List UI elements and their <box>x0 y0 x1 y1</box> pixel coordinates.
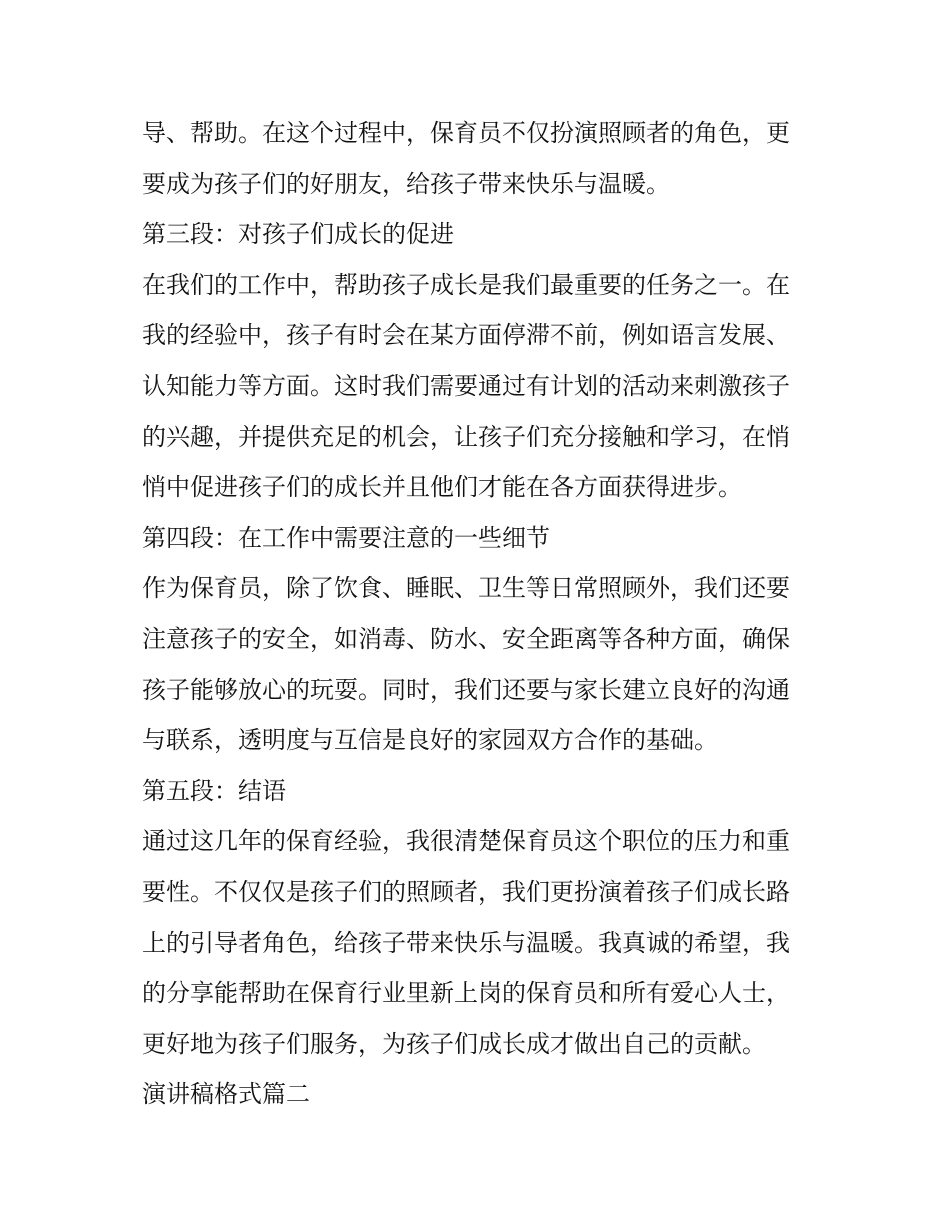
document-body <box>142 108 812 1120</box>
section-heading-4: 第四段：在工作中需要注意的一些细节 <box>142 523 550 552</box>
paragraph-line: 更好地为孩子们服务，为孩子们成长成才做出自己的贡献。 <box>142 1029 766 1058</box>
paragraph-line: 悄中促进孩子们的成长并且他们才能在各方面获得进步。 <box>142 473 742 502</box>
paragraph-line: 要性。不仅仅是孩子们的照顾者，我们更扮演着孩子们成长路 <box>142 877 790 906</box>
paragraph-line: 的兴趣，并提供充足的机会，让孩子们充分接触和学习，在悄 <box>142 422 790 451</box>
section-heading-5: 第五段：结语 <box>142 776 286 805</box>
paragraph-line: 与联系，透明度与互信是良好的家园双方合作的基础。 <box>142 726 718 755</box>
document-section-title: 演讲稿格式篇二 <box>142 1080 310 1109</box>
paragraph-line: 注意孩子的安全，如消毒、防水、安全距离等各种方面，确保 <box>142 624 790 653</box>
paragraph-line: 作为保育员，除了饮食、睡眠、卫生等日常照顾外，我们还要 <box>142 574 790 603</box>
paragraph-line: 认知能力等方面。这时我们需要通过有计划的活动来刺激孩子 <box>142 371 790 400</box>
paragraph-line: 要成为孩子们的好朋友，给孩子带来快乐与温暖。 <box>142 169 670 198</box>
paragraph-line: 上的引导者角色，给孩子带来快乐与温暖。我真诚的希望，我 <box>142 928 790 957</box>
paragraph-line: 孩子能够放心的玩耍。同时，我们还要与家长建立良好的沟通 <box>142 675 790 704</box>
section-heading-3: 第三段：对孩子们成长的促进 <box>142 220 454 249</box>
paragraph-line: 我的经验中，孩子有时会在某方面停滞不前，例如语言发展、 <box>142 321 790 350</box>
paragraph-line: 在我们的工作中，帮助孩子成长是我们最重要的任务之一。在 <box>142 270 790 299</box>
paragraph-line: 的分享能帮助在保育行业里新上岗的保育员和所有爱心人士， <box>142 979 790 1008</box>
paragraph-line: 通过这几年的保育经验，我很清楚保育员这个职位的压力和重 <box>142 827 790 856</box>
paragraph-line: 导、帮助。在这个过程中，保育员不仅扮演照顾者的角色，更 <box>142 119 790 147</box>
